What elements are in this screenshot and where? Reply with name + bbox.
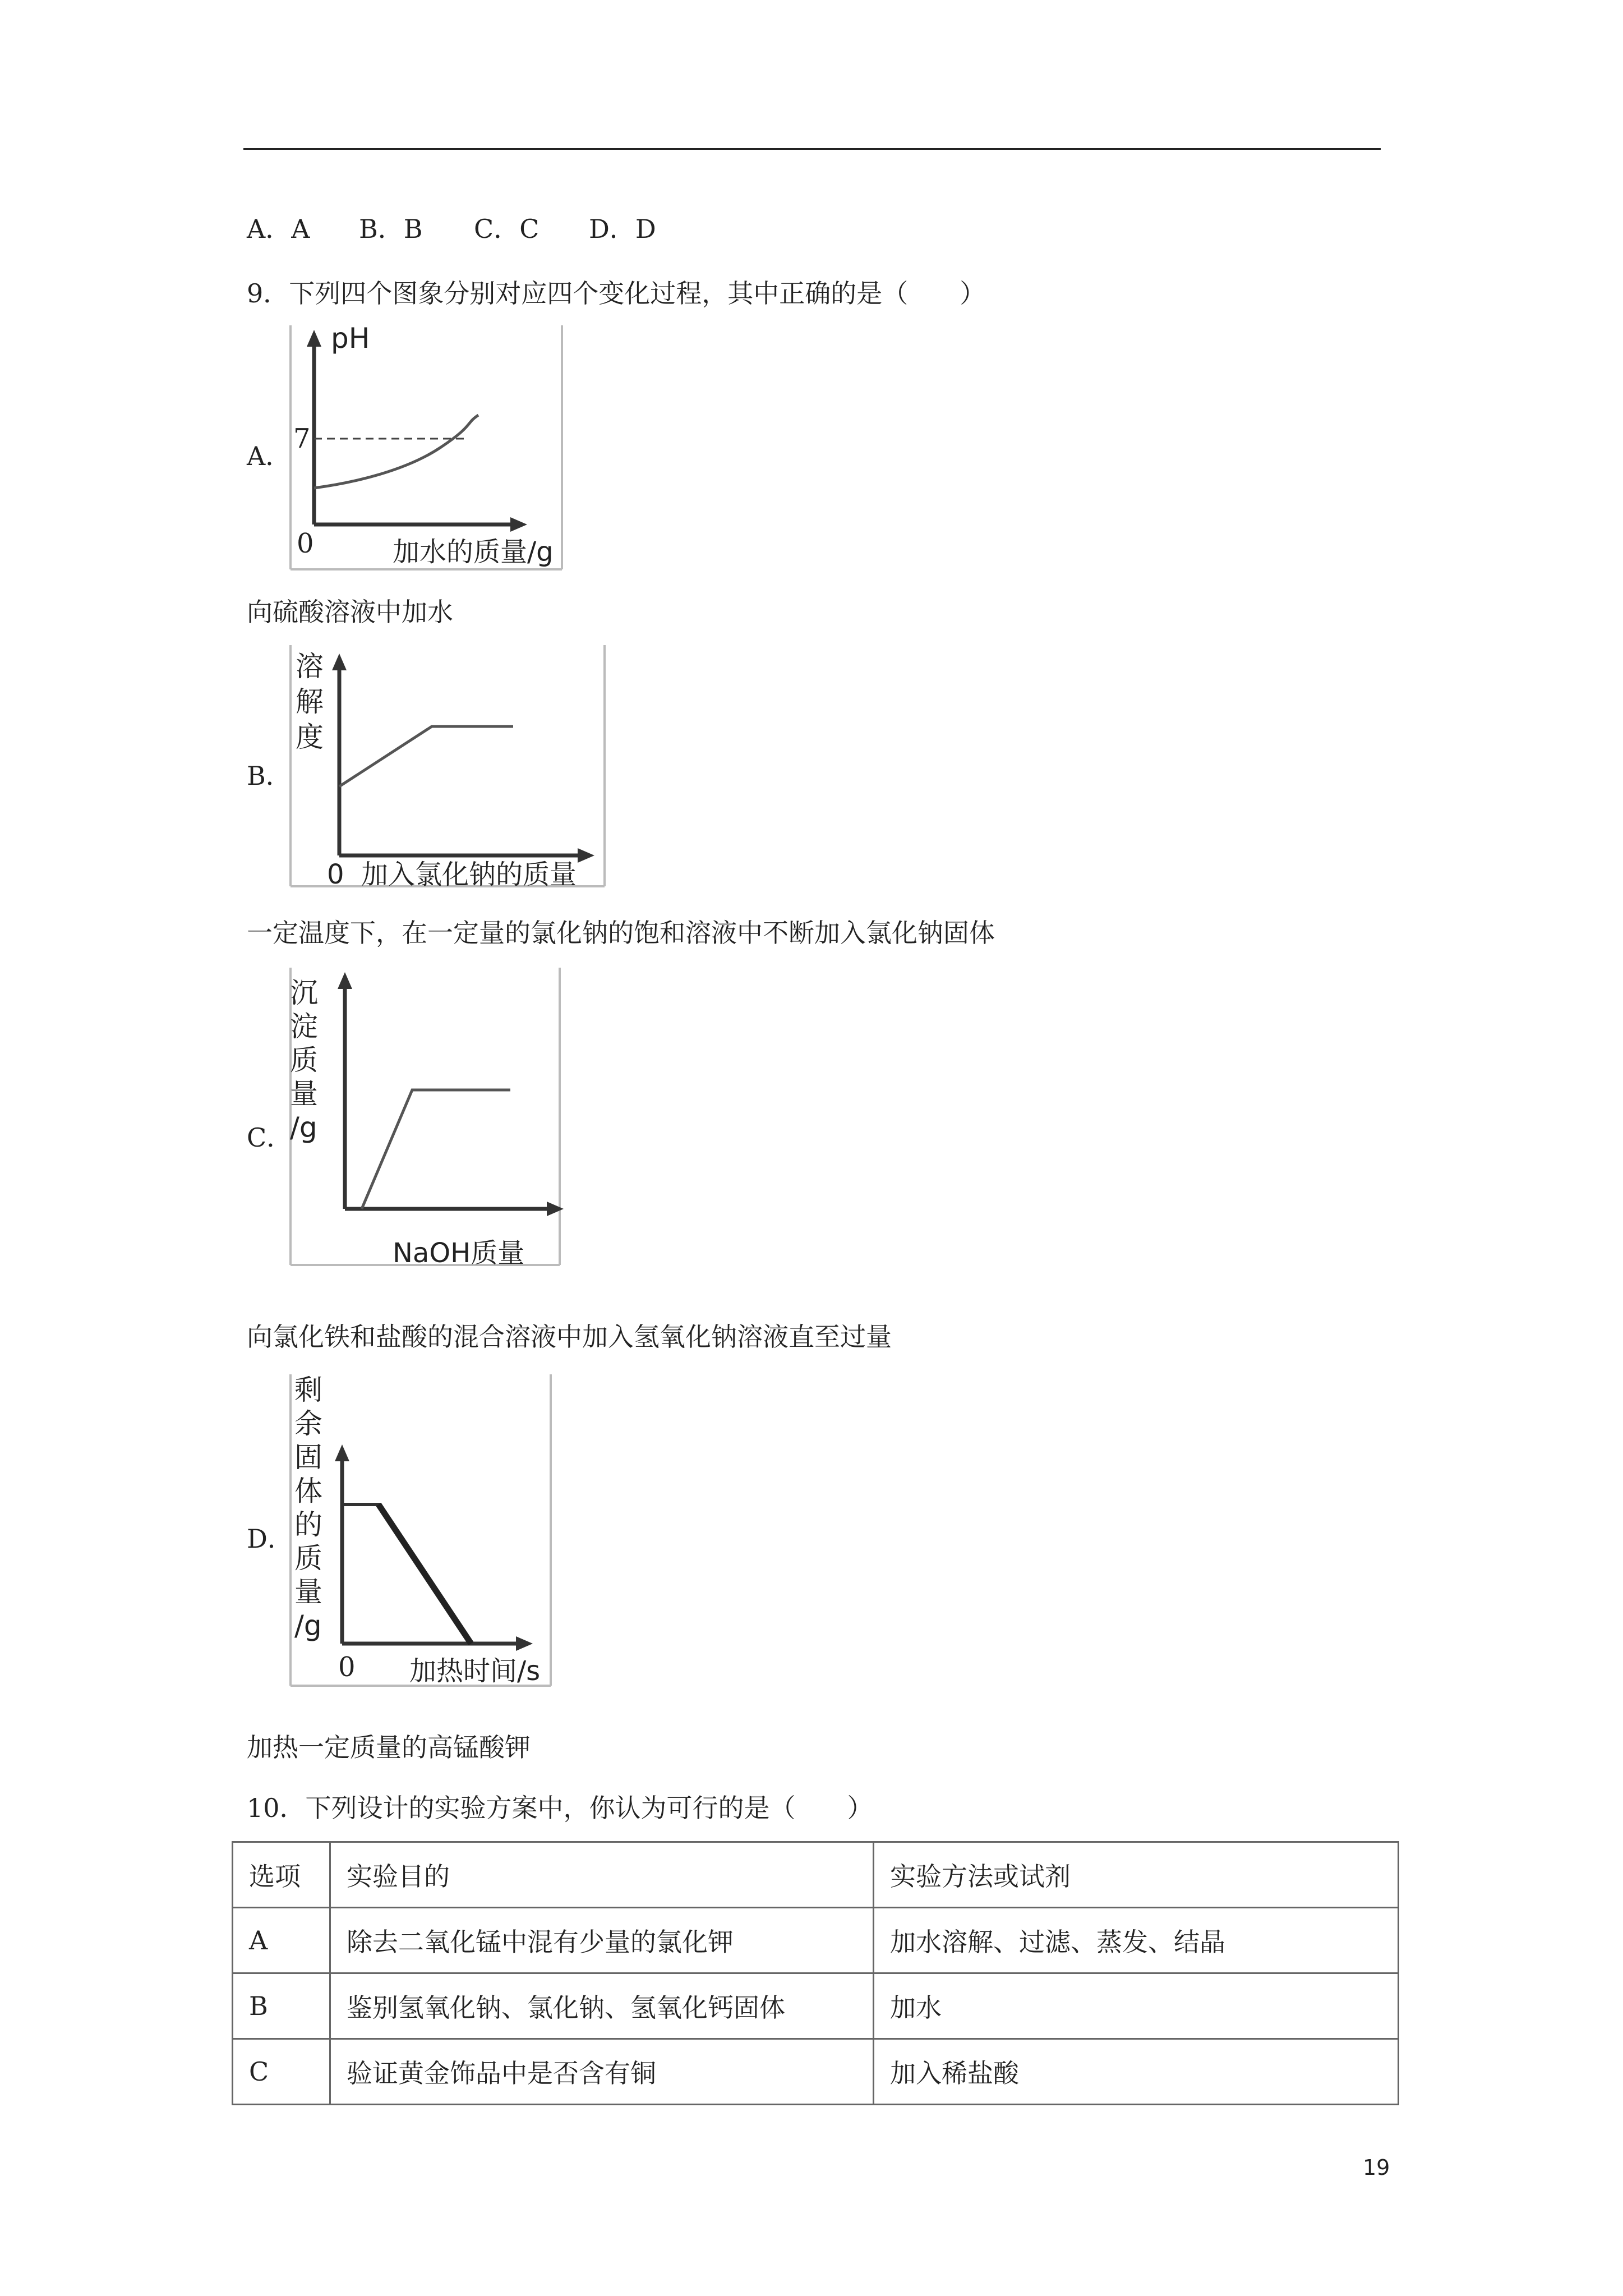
- q9-c-caption: 向氯化铁和盐酸的混合溶液中加入氢氧化钠溶液直至过量: [247, 1322, 892, 1352]
- q8-option-b: B．B: [359, 214, 423, 244]
- q9-a-graph: [289, 325, 569, 572]
- q9-b-ylabel-0: 溶: [296, 650, 324, 683]
- table-cell-option: C: [233, 2039, 330, 2105]
- q9-c-x-arrow: [547, 1202, 564, 1216]
- q9-a-x-arrow: [510, 517, 527, 532]
- q9-d-x-arrow: [516, 1636, 533, 1651]
- q8-option-d: D．D: [589, 214, 656, 244]
- q9-b-curve: [339, 726, 513, 786]
- table-header-purpose: 实验目的: [330, 1842, 874, 1908]
- q9-b-ylabel-2: 度: [296, 721, 324, 753]
- q9-b-ylabel-1: 解: [296, 685, 324, 718]
- q9-d-ylabel-2: 固: [294, 1441, 322, 1474]
- q9-d-xlabel: 加热时间/s: [409, 1655, 541, 1687]
- q9-a-label: A．: [247, 441, 292, 471]
- q9-d-caption: 加热一定质量的高锰酸钾: [247, 1732, 531, 1763]
- q9-c-label: C．: [247, 1122, 293, 1153]
- table-header-method: 实验方法或试剂: [874, 1842, 1399, 1908]
- q9-b-label: B．: [247, 761, 292, 791]
- table-cell-option: A: [233, 1908, 330, 1973]
- q9-a-curve: [314, 415, 478, 488]
- table-cell-purpose: 鉴别氢氧化钠、氯化钠、氢氧化钙固体: [330, 1973, 874, 2039]
- q10-stem: 10．下列设计的实验方案中，你认为可行的是（ ）: [247, 1793, 873, 1823]
- q9-d-ylabel-7: /g: [294, 1609, 322, 1642]
- q9-a-y-arrow: [307, 330, 321, 347]
- table-cell-option: B: [233, 1973, 330, 2039]
- q9-d-ylabel-6: 量: [294, 1576, 322, 1608]
- table-row: [233, 2039, 1399, 2105]
- q9-b-x-arrow: [578, 848, 594, 863]
- q9-d-ylabel-4: 的: [294, 1508, 322, 1541]
- q9-c-ylabel-1: 淀: [290, 1010, 318, 1043]
- header-rule: [243, 148, 1381, 150]
- q8-option-a: A．A: [247, 214, 310, 244]
- q9-stem: 9．下列四个图象分别对应四个变化过程，其中正确的是（ ）: [247, 278, 986, 309]
- q9-a-mark: 7: [293, 423, 311, 454]
- q9-d-ylabel-3: 体: [294, 1475, 322, 1507]
- table-cell-purpose: 除去二氧化锰中混有少量的氯化钾: [330, 1908, 874, 1973]
- q9-b-y-arrow: [332, 654, 347, 670]
- table-cell-purpose: 验证黄金饰品中是否含有铜: [330, 2039, 874, 2105]
- q9-d-ylabel-0: 剩: [294, 1374, 322, 1406]
- page-number: 19: [1363, 2155, 1390, 2180]
- q9-c-ylabel-4: /g: [290, 1111, 317, 1144]
- q9-d-graph: [289, 1374, 558, 1688]
- q9-d-curve: [379, 1504, 471, 1644]
- q9-d-label: D．: [247, 1524, 293, 1554]
- table-cell-method: 加水溶解、过滤、蒸发、结晶: [874, 1908, 1399, 1973]
- q9-c-graph: [289, 968, 569, 1271]
- q9-c-xlabel: NaOH质量: [393, 1237, 525, 1269]
- q9-b-xlabel: 0 加入氯化钠的质量: [327, 859, 577, 890]
- q9-c-ylabel-0: 沉: [290, 977, 318, 1009]
- table-header-option: 选项: [233, 1842, 330, 1908]
- table-cell-method: 加水: [874, 1973, 1399, 2039]
- q9-a-ylabel: pH: [331, 325, 370, 355]
- q9-d-origin: 0: [338, 1651, 356, 1683]
- q9-c-y-arrow: [338, 972, 352, 989]
- q9-b-graph: [289, 645, 614, 892]
- q9-d-ylabel-1: 余: [294, 1407, 322, 1440]
- q9-c-ylabel-3: 量: [290, 1078, 318, 1110]
- q9-a-caption: 向硫酸溶液中加水: [247, 597, 453, 627]
- q9-d-y-arrow: [335, 1444, 349, 1461]
- q10-table: [232, 1841, 1399, 2105]
- table-header-row: [233, 1842, 1399, 1908]
- table-row: [233, 1973, 1399, 2039]
- q9-a-xlabel: 加水的质量/g: [393, 536, 554, 568]
- table-cell-method: 加入稀盐酸: [874, 2039, 1399, 2105]
- q9-c-curve: [362, 1090, 510, 1209]
- q9-c-ylabel-2: 质: [290, 1044, 318, 1076]
- q8-option-c: C．C: [474, 214, 540, 244]
- q9-d-ylabel-5: 质: [294, 1542, 322, 1575]
- q9-b-caption: 一定温度下，在一定量的氯化钠的饱和溶液中不断加入氯化钠固体: [247, 918, 995, 948]
- q9-a-origin: 0: [297, 528, 314, 559]
- table-row: [233, 1908, 1399, 1973]
